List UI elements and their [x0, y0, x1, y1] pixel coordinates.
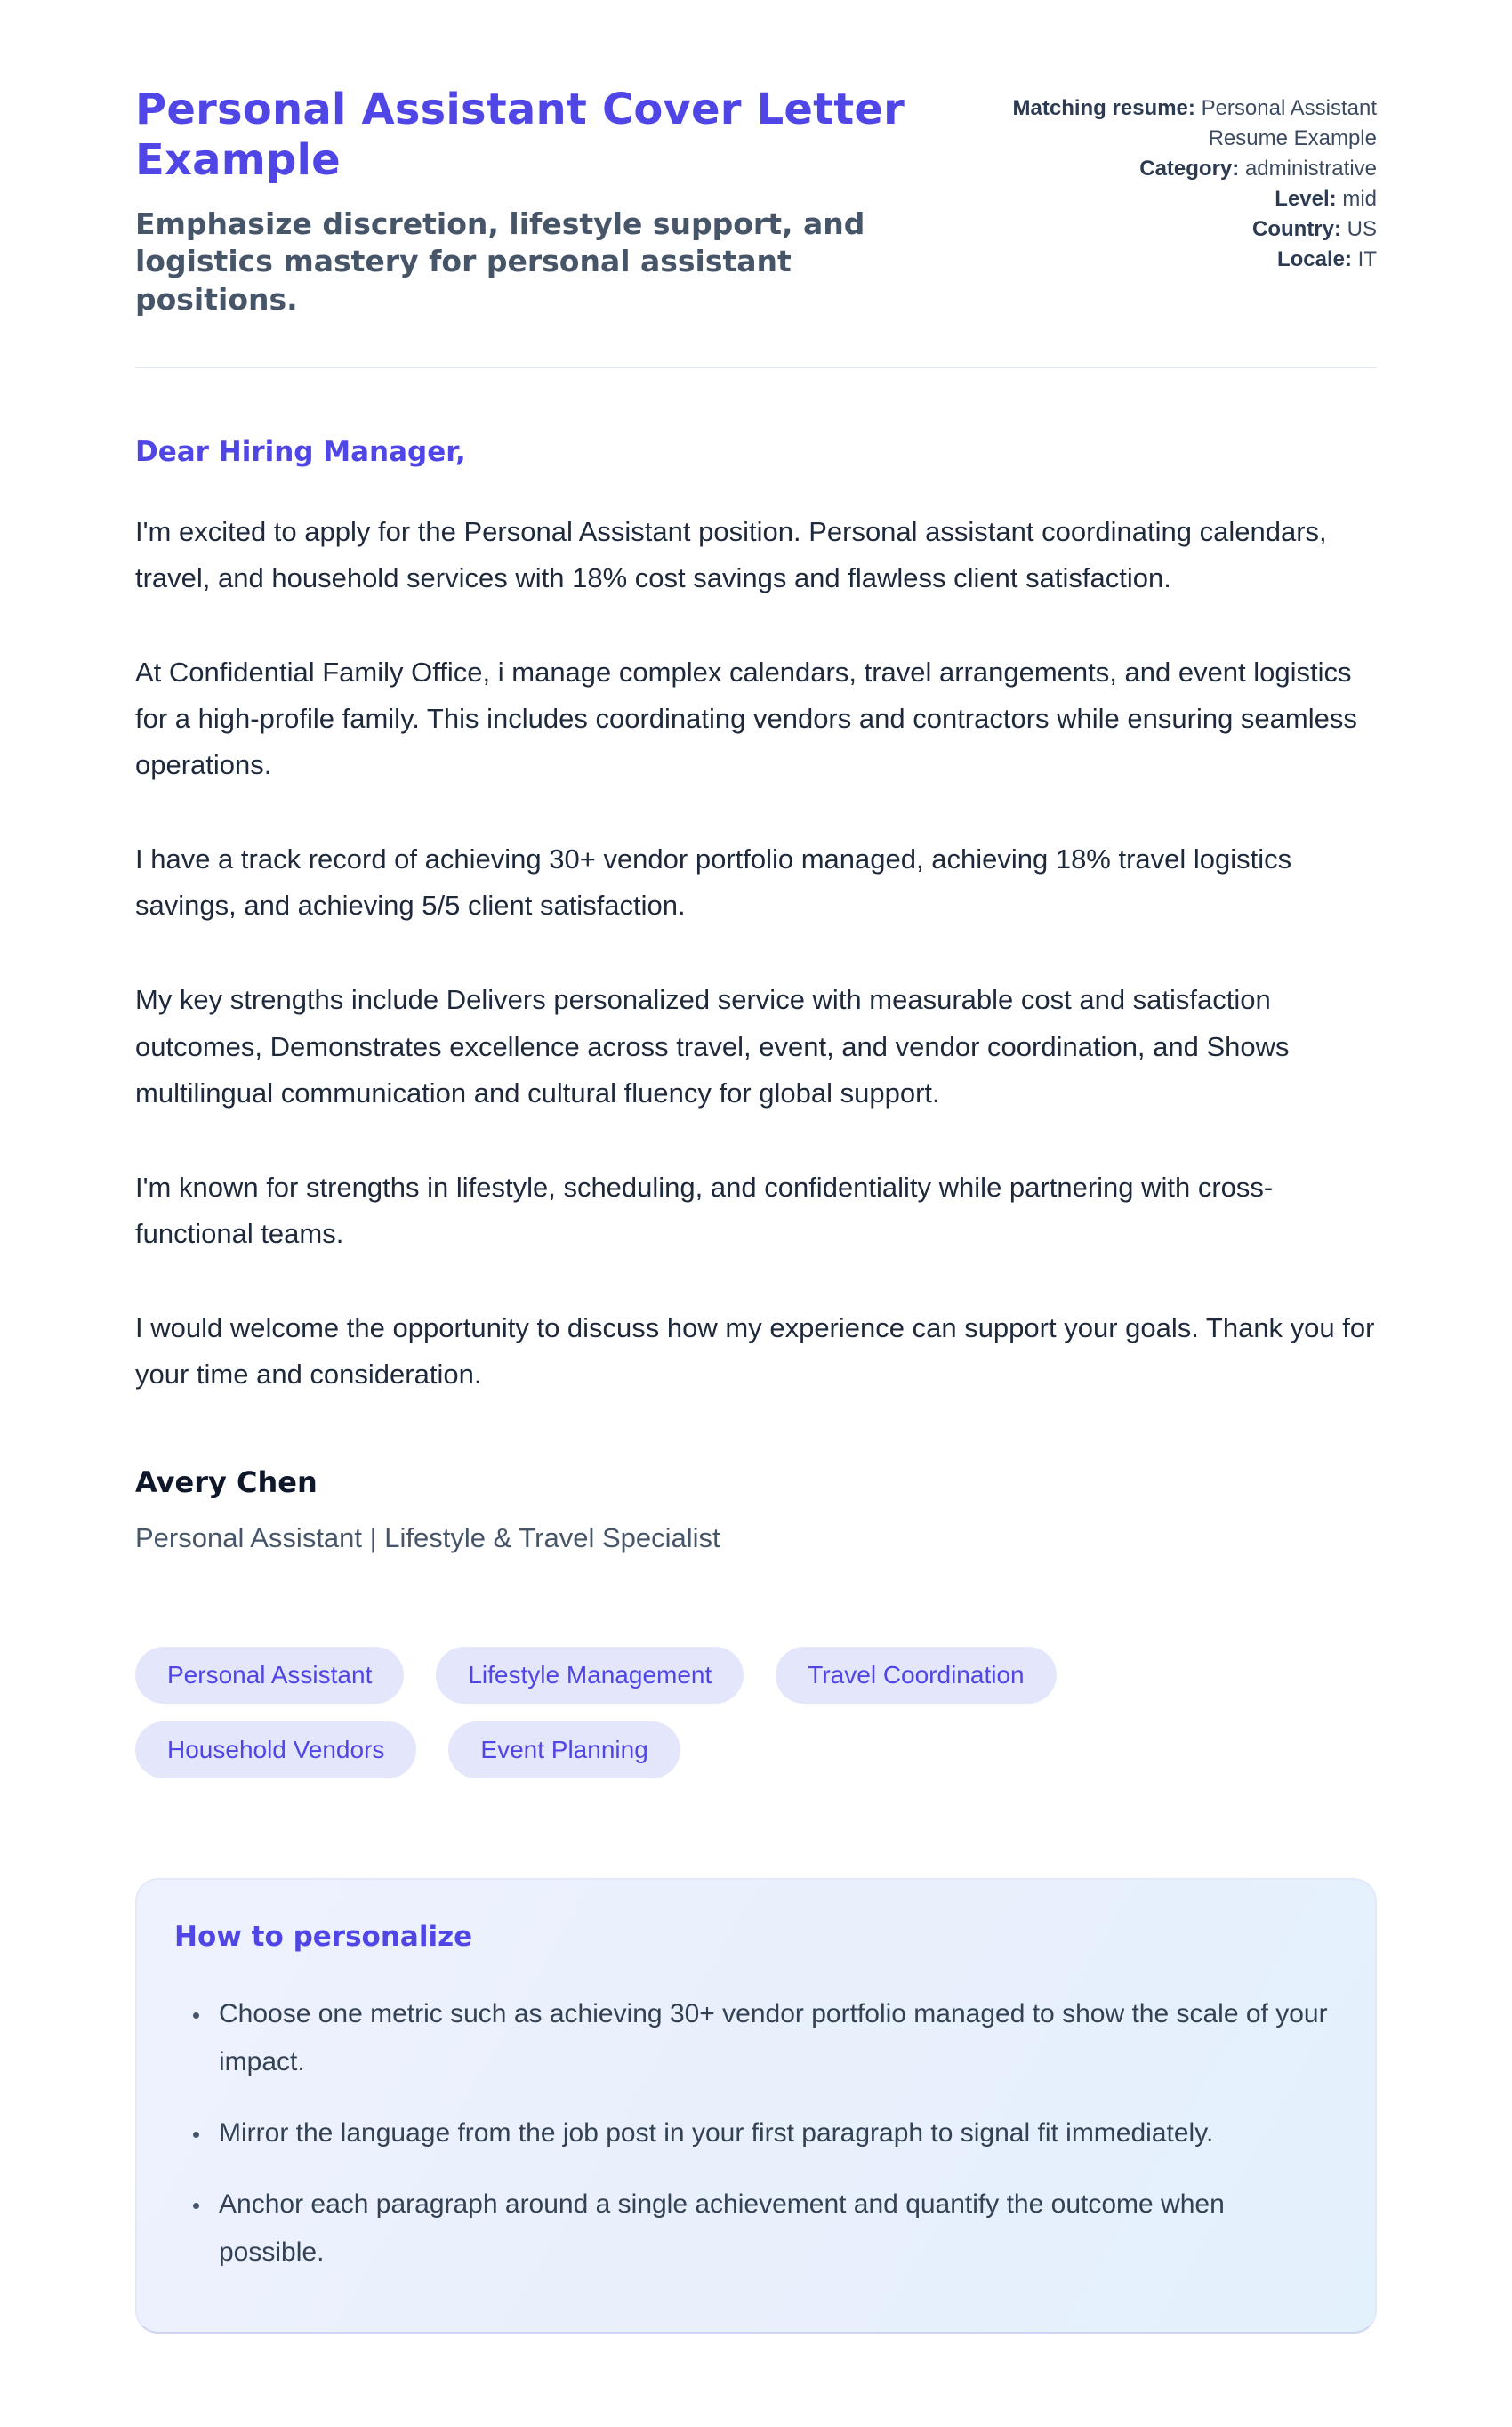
letter-paragraph: I'm known for strengths in lifestyle, scheduling, and confidentiality while partnering with cross-functional teams.	[135, 1171, 1274, 1249]
meta-label: Locale:	[1276, 247, 1352, 272]
letter-paragraph: I have a track record of achieving 30+ vendor portfolio managed, achieving 18% travel logistics savings, and achieving 5/5 client satisfaction.	[135, 843, 1292, 922]
meta-label: Matching resume:	[1012, 96, 1195, 120]
signature-role: Personal Assistant | Lifestyle & Travel Specialist	[135, 1522, 720, 1554]
meta-label: Level:	[1275, 187, 1337, 212]
signature-block	[135, 1465, 1377, 1554]
meta-row-matching-resume	[1003, 93, 1377, 154]
letter-paragraph: I would welcome the opportunity to discuss how my experience can support your goals. Thank you for your time and consideration.	[135, 1311, 1375, 1390]
meta-label: Category:	[1139, 157, 1240, 181]
title-block	[135, 85, 989, 318]
meta-label: Country:	[1252, 217, 1341, 242]
tag-chip-travel-coordination[interactable]: Travel Coordination	[776, 1647, 1056, 1704]
tag-chip-lifestyle-management[interactable]: Lifestyle Management	[436, 1647, 744, 1704]
letter-paragraph: At Confidential Family Office, i manage complex calendars, travel arrangements, and event logistics for a high-profile family. This includes coordinating vendors and contractors while ensuring seamless operations.	[135, 657, 1357, 781]
meta-row-country	[1003, 214, 1377, 245]
tag-chip-personal-assistant[interactable]: Personal Assistant	[135, 1647, 404, 1704]
meta-value: administrative	[1244, 157, 1377, 181]
tips-item: • Choose one metric such as achieving 30+ vendor portfolio managed to show the scale of your impact.	[212, 1990, 1332, 2086]
how-to-personalize-card	[135, 1878, 1377, 2334]
meta-row-level	[1003, 184, 1377, 214]
header	[135, 85, 1377, 318]
tips-item: • Anchor each paragraph around a single achievement and quantify the outcome when possible.	[212, 2181, 1332, 2277]
signature-name: Avery Chen	[135, 1465, 318, 1500]
letter-paragraph: My key strengths include Delivers personalized service with measurable cost and satisfaction outcomes, Demonstrates excellence across travel, event, and vendor coordination, and Shows multilingual communication and cultural fluency for global support.	[135, 984, 1290, 1109]
page-title: Personal Assistant Cover Letter Example	[135, 85, 905, 186]
header-divider	[135, 367, 1377, 368]
tag-list	[135, 1647, 1291, 1778]
letter-paragraph: I'm excited to apply for the Personal Assistant position. Personal assistant coordinating calendars, travel, and household services with 18% cost savings and flawless client satisfaction.	[135, 515, 1327, 593]
meta-value: Personal Assistant Resume Example	[1201, 96, 1377, 151]
letter-body	[135, 509, 1377, 1398]
tips-item: • Mirror the language from the job post in your first paragraph to signal fit immediately.	[212, 2109, 1332, 2157]
meta-value: mid	[1342, 187, 1377, 212]
meta-value: US	[1347, 217, 1377, 242]
tips-list	[174, 1990, 1332, 2277]
page-subtitle: Emphasize discretion, lifestyle support, and logistics mastery for personal assistant positions.	[135, 206, 865, 317]
tag-chip-household-vendors[interactable]: Household Vendors	[135, 1721, 416, 1778]
meta-row-category	[1003, 154, 1377, 184]
meta-block	[1003, 85, 1377, 275]
tips-heading: How to personalize	[174, 1921, 473, 1954]
meta-row-locale	[1003, 245, 1377, 275]
meta-value: IT	[1357, 247, 1377, 272]
letter-greeting: Dear Hiring Manager,	[135, 435, 466, 468]
tag-chip-event-planning[interactable]: Event Planning	[448, 1721, 680, 1778]
